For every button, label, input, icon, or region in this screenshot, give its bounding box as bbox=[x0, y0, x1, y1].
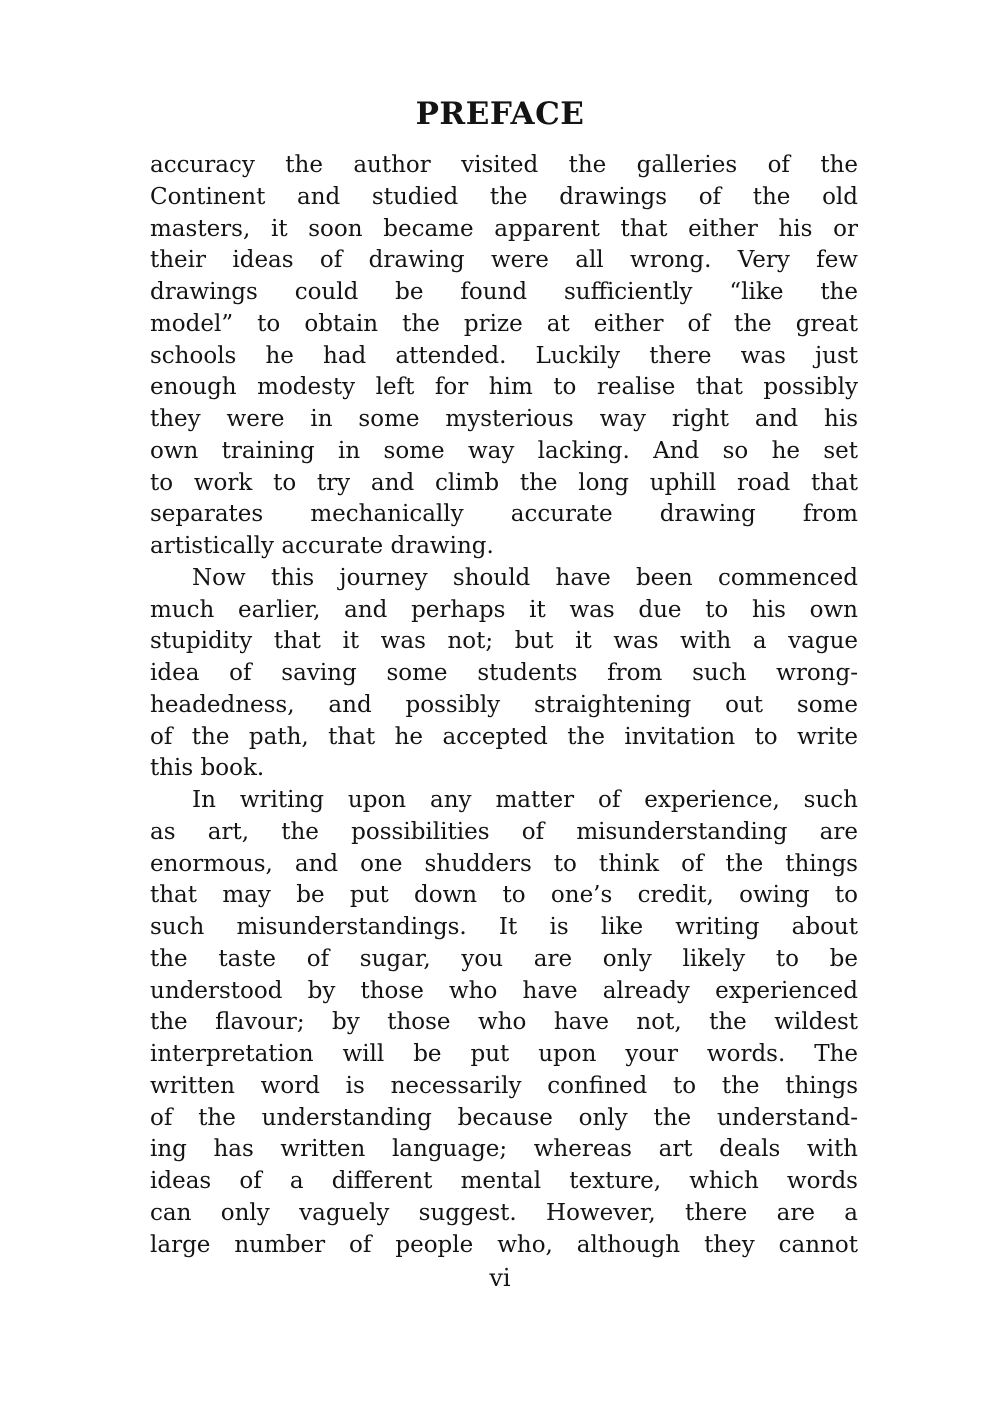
text-line: written word is necessarily confined to the things bbox=[150, 1072, 858, 1099]
text-line: such misunderstandings. It is like writing about bbox=[150, 914, 858, 940]
text-line: accuracy the author visited the galleries of the bbox=[150, 152, 858, 178]
paragraph bbox=[150, 785, 858, 1261]
text-line: large number of people who, although they cannot bbox=[150, 1231, 858, 1258]
text-line: understood by those who have already experienced bbox=[150, 977, 858, 1004]
text-line: the flavour; by those who have not, the wildest bbox=[150, 1009, 858, 1036]
text-line: their ideas of drawing were all wrong. Very few bbox=[150, 247, 858, 274]
text-line: to work to try and climb the long uphill road that bbox=[150, 469, 858, 496]
text-line: they were in some mysterious way right and his bbox=[150, 406, 858, 432]
text-line: of the path, that he accepted the invitation to write bbox=[150, 723, 858, 750]
text-line: Continent and studied the drawings of the old bbox=[150, 183, 858, 210]
text-line: drawings could be found sufficiently “like the bbox=[150, 279, 858, 305]
text-line: Now this journey should have been commenced bbox=[192, 564, 858, 591]
text-line: stupidity that it was not; but it was with a vague bbox=[150, 628, 858, 655]
text-line: this book. bbox=[150, 755, 265, 782]
paragraph bbox=[150, 563, 858, 785]
text-line: ing has written language; whereas art deals with bbox=[150, 1136, 858, 1163]
text-line: enough modesty left for him to realise that possibly bbox=[150, 374, 858, 401]
text-line: separates mechanically accurate drawing from bbox=[150, 501, 858, 528]
text-line: the taste of sugar, you are only likely to be bbox=[150, 945, 858, 972]
text-line: artistically accurate drawing. bbox=[150, 533, 494, 559]
text-line: ideas of a different mental texture, which words bbox=[150, 1168, 858, 1194]
text-line: as art, the possibilities of misunderstanding are bbox=[150, 818, 858, 845]
text-line: masters, it soon became apparent that either his or bbox=[150, 215, 858, 242]
text-line: In writing upon any matter of experience, such bbox=[192, 787, 858, 813]
body-text bbox=[150, 150, 858, 1261]
text-line: idea of saving some students from such wrong- bbox=[150, 660, 858, 686]
text-line: can only vaguely suggest. However, there are a bbox=[150, 1199, 858, 1226]
text-line: much earlier, and perhaps it was due to his own bbox=[150, 596, 858, 623]
text-line: interpretation will be put upon your words. The bbox=[150, 1041, 858, 1067]
text-line: headedness, and possibly straightening out some bbox=[150, 691, 858, 718]
page-number: vi bbox=[489, 1264, 511, 1292]
text-line: enormous, and one shudders to think of the things bbox=[150, 850, 858, 877]
text-line: that may be put down to one’s credit, owing to bbox=[150, 882, 858, 909]
text-line: of the understanding because only the understand- bbox=[150, 1104, 858, 1131]
paragraph bbox=[150, 150, 858, 563]
text-line: own training in some way lacking. And so he set bbox=[150, 437, 858, 464]
running-head: PREFACE bbox=[415, 96, 585, 132]
text-line: model” to obtain the prize at either of the great bbox=[150, 310, 858, 337]
text-line: schools he had attended. Luckily there was just bbox=[150, 342, 858, 369]
